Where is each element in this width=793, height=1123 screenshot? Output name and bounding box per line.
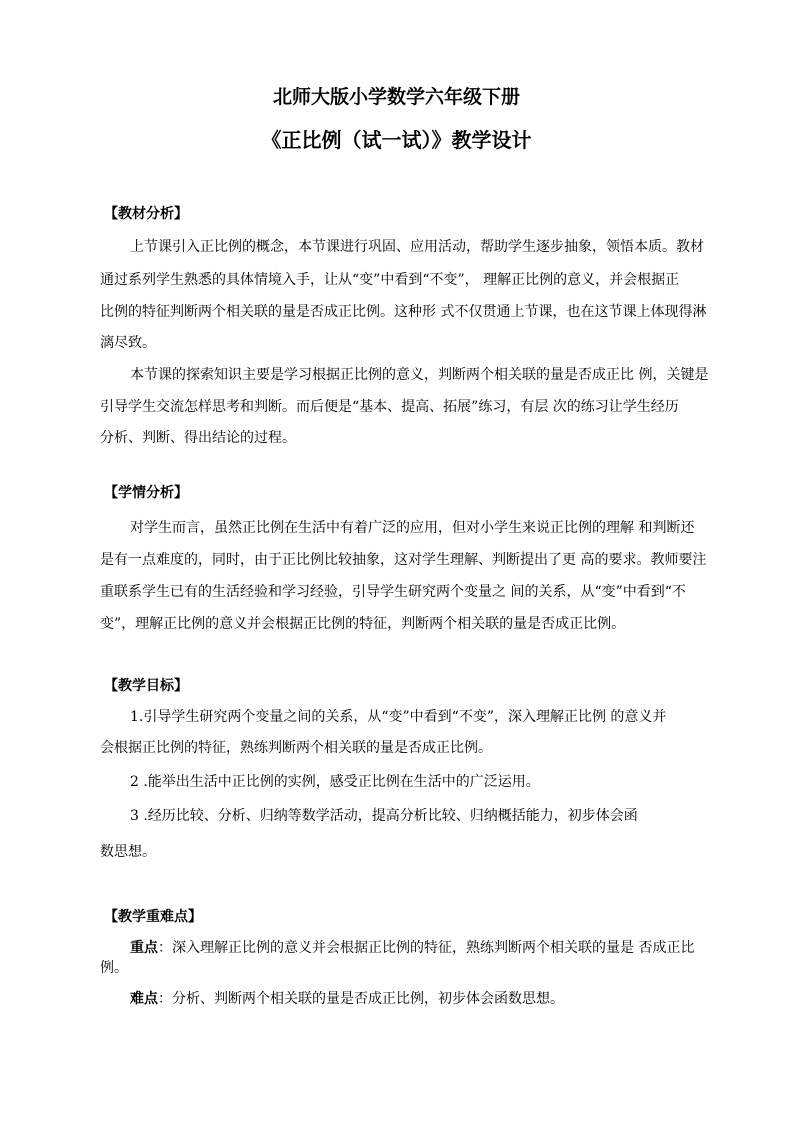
key-point-continued: 例。 <box>100 960 128 976</box>
difficult-point-text: ：分析、判断两个相关联的量是否成正比例，初步体会函数思想。 <box>158 991 564 1007</box>
goal-item-3: 3 .经历比较、分析、归纳等数学活动，提高分析比较、归纳概括能力，初步体会函 <box>130 808 638 824</box>
section-heading-teaching-goals: 【教学目标】 <box>104 678 188 694</box>
paragraph-line: 变”，理解正比例的意义并会根据正比例的特征，判断两个相关联的量是否成正比例。 <box>100 616 626 632</box>
key-point-line <box>130 938 694 958</box>
section-heading-key-difficult-points: 【教学重难点】 <box>104 909 202 925</box>
paragraph-line: 漓尽致。 <box>100 335 156 351</box>
paragraph-line: 重联系学生已有的生活经验和学习经验，引导学生研究两个变量之 间的关系，从“变”中看到“不 <box>100 584 686 600</box>
paragraph-line: 本节课的探索知识主要是学习根据正比例的意义，判断两个相关联的量是否成正比 例，关键是 <box>130 367 709 383</box>
paragraph-line: 会根据正比例的特征，熟练判断两个相关联的量是否成正比例。 <box>100 740 492 756</box>
paragraph-line: 数思想。 <box>100 844 156 860</box>
difficult-point-label: 难点 <box>130 991 158 1007</box>
document-subtitle: 《正比例（试一试）》教学设计 <box>261 128 532 152</box>
paragraph-line: 分析、判断、得出结论的过程。 <box>100 430 296 446</box>
paragraph-line: 比例的特征判断两个相关联的量是否成正比例。这种形 式不仅贯通上节课，也在这节课上体现得淋 <box>100 304 707 320</box>
goal-item-2: 2 .能举出生活中正比例的实例，感受正比例在生活中的广泛运用。 <box>130 774 540 790</box>
key-point-label: 重点 <box>130 940 158 956</box>
key-point-text: ：深入理解正比例的意义并会根据正比例的特征，熟练判断两个相关联的量是 否成正比 <box>158 940 695 956</box>
paragraph-line: 对学生而言，虽然正比例在生活中有着广泛的应用，但对小学生来说正比例的理解 和判断还 <box>130 520 695 536</box>
document-title: 北师大版小学数学六年级下册 <box>272 86 520 108</box>
section-heading-textbook-analysis: 【教材分析】 <box>104 206 188 222</box>
paragraph-line: 通过系列学生熟悉的具体情境入手，让从“变”中看到“不变”， 理解正比例的意义，并会根据正 <box>100 272 680 288</box>
paragraph-line: 上节课引入正比例的概念，本节课进行巩固、应用活动，帮助学生逐步抽象，领悟本质。教材 <box>130 239 704 255</box>
section-heading-learner-analysis: 【学情分析】 <box>104 485 188 501</box>
goal-item-1: 1.引导学生研究两个变量之间的关系，从“变”中看到“不变”，深入理解正比例 的意义并 <box>130 709 667 725</box>
paragraph-line: 引导学生交流怎样思考和判断。而后便是“基本、提高、拓展”练习，有层 次的练习让学生经历 <box>100 399 679 415</box>
difficult-point-line <box>130 989 564 1009</box>
paragraph-line: 是有一点难度的，同时，由于正比例比较抽象，这对学生理解、判断提出了更 高的要求。教师要注 <box>100 552 707 568</box>
